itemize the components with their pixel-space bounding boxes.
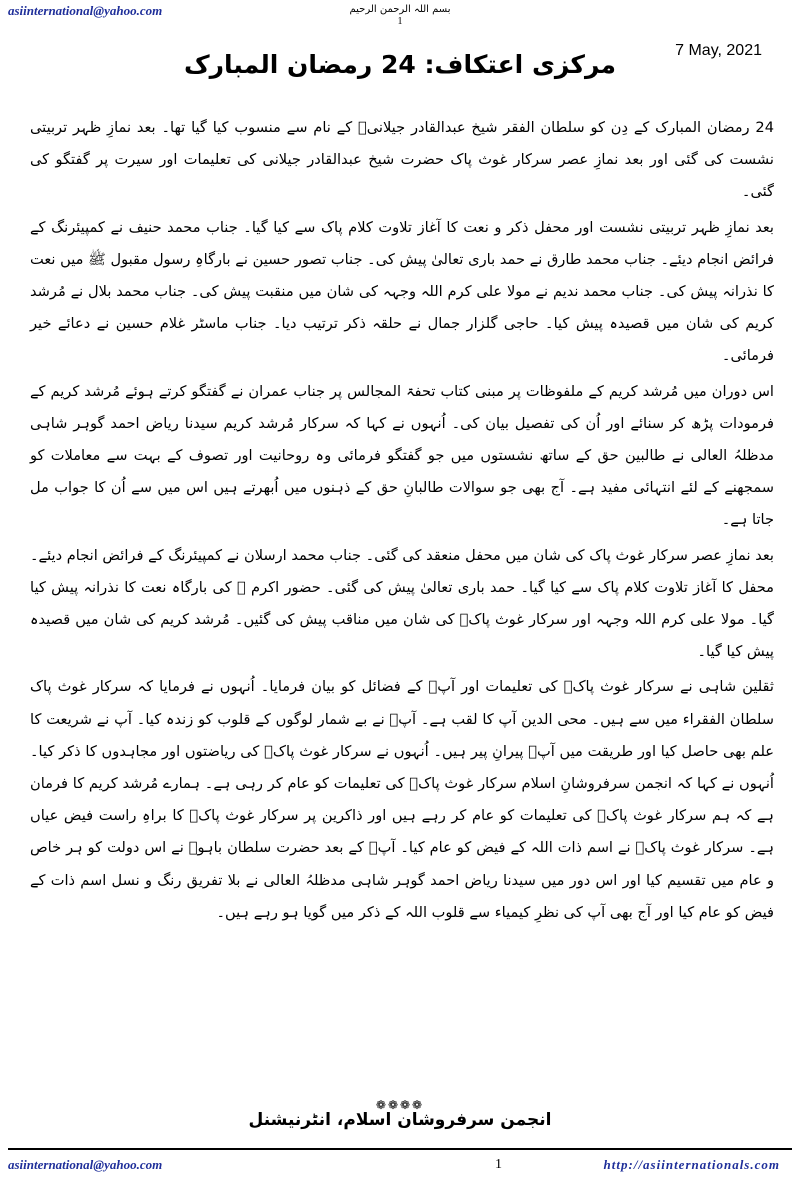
article-body [30, 112, 774, 932]
bismillah: بسم اللہ الرحمن الرحیم [349, 4, 451, 15]
article-title: مرکزی اعتکاف: 24 رمضان المبارک [184, 50, 616, 79]
paragraph-2: بعد نمازِ ظہر تربیتی نشست اور محفل ذکر و نعت کا آغاز تلاوت کلام پاک سے کیا گیا۔ جناب محمد حنیف نے کمپیئرنگ کے فرائض انجام دیئے۔ جناب محمد طارق نے حمد باری تعالیٰ پیش کی۔ جناب تصور حسین نے بارگاہِ رسول مقبول ﷺ میں نعت کا نذرانہ پیش کی۔ جناب محمد ندیم نے مولا علی کرم اللہ وجہہ کی شان میں منقبت پیش کی۔ جناب محمد بلال نے مُرشد کریم کی شان میں قصیدہ پیش کیا۔ حاجی گلزار جمال نے حلقہ ذکر ترتیب دیا۔ جناب ماسٹر غلام حسین نے دعائے خیر فرمائی۔ [30, 218, 774, 365]
paragraph-3: اس دوران میں مُرشد کریم کے ملفوظات پر مبنی کتاب تحفۃ المجالس پر جناب عمران نے گفتگو کرتے ہوئے مُرشد کریم کے فرمودات پڑھ کر سنائے اور اُن کی تفصیل بیان کی۔ اُنہوں نے کہا کہ سرکار مُرشد کریم سیدنا ریاض احمد گوہر شاہی مدظلہُ العالی نے طالبین حق کے ساتھ نشستوں میں جو گفتگو فرمائی وہ روحانیت اور تصوف کے بہت سے معاملات کو سمجھنے کے لئے انتہائی مفید ہے۔ آج بھی جو سوالات طالبانِ حق کے ذہنوں میں اُبھرتے ہیں اس میں سے اُن کا جواب مل جاتا ہے۔ [30, 382, 774, 529]
footer-page-number: 1 [495, 1157, 502, 1172]
ornament-divider: ❁❁❁❁ [375, 1098, 425, 1112]
organization-name: انجمن سرفروشان اسلام، انٹرنیشنل [248, 1110, 552, 1130]
paragraph-1: 24 رمضان المبارک کے دِن کو سلطان الفقر شیخ عبدالقادر جیلانیؒ کے نام سے منسوب کیا گیا تھا۔ بعد نمازِ ظہر تربیتی نشست کی گئی اور بعد نمازِ عصر سرکار غوث پاک حضرت شیخ عبدالقادر جیلانی کی تعلیمات اور سیرت پر گفتگو کی گئی۔ [30, 119, 774, 201]
header-page-number: 1 [397, 16, 403, 27]
footer-website-link[interactable]: http://asiinternationals.com [603, 1157, 780, 1172]
article-date: 7 May, 2021 [675, 42, 762, 59]
paragraph-4: بعد نمازِ عصر سرکار غوث پاک کی شان میں محفل منعقد کی گئی۔ جناب محمد ارسلان نے کمپیئرنگ کے فرائض انجام دیئے۔ محفل کا آغاز تلاوت کلام پاک سے کیا گیا۔ حمد باری تعالیٰ پیش کی گئی۔ حضور اکرم ﷺ کی بارگاہ نعت کا نذرانہ پیش کیا گیا۔ مولا علی کرم اللہ وجہہ اور سرکار غوث پاکؒ کی شان میں مناقب پیش کی گئیں۔ مُرشد کریم کی شان میں قصیدہ پیش کیا گیا۔ [30, 546, 774, 661]
header-email: asiinternational@yahoo.com [8, 3, 163, 18]
footer-email[interactable]: asiinternational@yahoo.com [8, 1157, 163, 1172]
paragraph-5: ثقلین شاہی نے سرکار غوث پاکؒ کی تعلیمات اور آپؒ کے فضائل کو بیان فرمایا۔ اُنہوں نے فرمایا کہ سرکار غوث پاک سلطان الفقراء میں سے ہیں۔ محی الدین آپ کا لقب ہے۔ آپؒ نے بے شمار لوگوں کے قلوب کو زندہ کیا۔ آپ نے شریعت کا علم بھی حاصل کیا اور طریقت میں آپؒ پیرانِ پیر ہیں۔ اُنہوں نے سرکار غوث پاکؒ کی ریاضتوں اور مجاہدوں کا ذکر کیا۔ اُنہوں نے کہا کہ انجمن سرفروشانِ اسلام سرکار غوث پاکؒ کی تعلیمات کو عام کر رہی ہے۔ ہمارے مُرشد کریم کا فرمان ہے کہ ہم سرکار غوث پاکؒ کی تعلیمات کو عام کر رہے ہیں اور ذاکرین پر سرکار غوث پاکؒ کا براہِ راست فیض عیاں ہے۔ سرکار غوث پاکؒ نے اسم ذات اللہ کے فیض کو عام کیا۔ آپؒ کے بعد حضرت سلطان باہوؒ نے اس دولت کو ہر خاص و عام میں تقسیم کیا اور اس دور میں سیدنا ریاض احمد گوہر شاہی مدظلہُ العالی نے بلا تفریق رنگ و نسل اسم ذات کے فیض کو عام کیا اور آج بھی آپ کی نظرِ کیمیاء سے قلوب اللہ کے ذکر میں گویا ہو رہے ہیں۔ [30, 678, 774, 921]
footer-divider [8, 1148, 792, 1150]
